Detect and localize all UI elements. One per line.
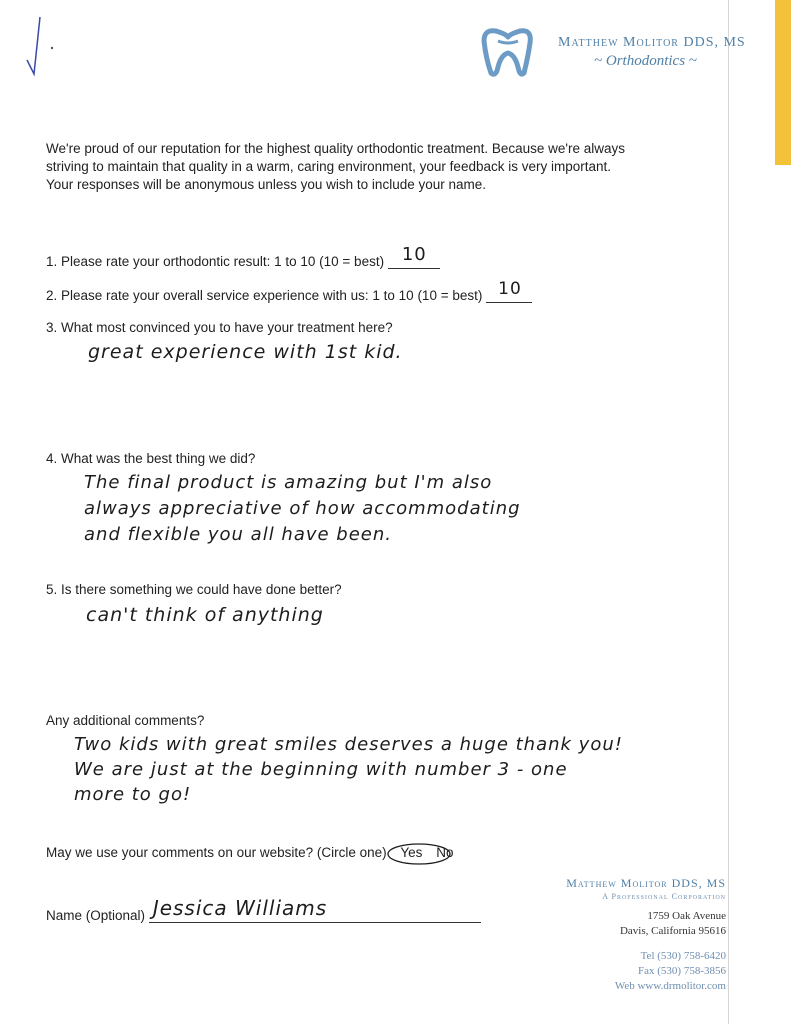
question-1-text: 1. Please rate your orthodontic result: 1 to 10 (10 = best) — [46, 254, 385, 269]
footer-fax: Fax (530) 758-3856 — [638, 965, 726, 977]
footer-city: Davis, California 95616 — [619, 925, 726, 937]
logo-practice-name: Matthew Molitor DDS, MS — [558, 35, 746, 50]
question-5-text: 5. Is there something we could have done better? — [46, 582, 342, 597]
answer-line: and flexible you all have been. — [84, 524, 393, 545]
consent-no-option[interactable]: No — [436, 845, 454, 860]
question-2-answer: 10 — [498, 279, 522, 299]
answer-line: Two kids with great smiles deserves a huge thank you! — [74, 734, 623, 755]
question-2-answer-line[interactable] — [486, 279, 532, 303]
checkmark-scribble — [22, 12, 62, 82]
intro-line: striving to maintain that quality in a warm, caring environment, your feedback is very important. — [46, 159, 612, 174]
yes-circle-mark — [384, 840, 454, 868]
intro-paragraph — [46, 140, 706, 194]
question-3-answer[interactable]: great experience with 1st kid. — [88, 341, 403, 363]
comments-text: Any additional comments? — [46, 713, 205, 728]
consent-question — [46, 845, 453, 860]
practice-logo — [478, 25, 746, 85]
footer-corp: A Professional Corporation — [602, 892, 726, 901]
consent-yes-option[interactable] — [390, 845, 432, 860]
question-4-answer[interactable] — [84, 470, 521, 548]
question-1 — [46, 244, 440, 269]
footer-tel: Tel (530) 758-6420 — [640, 950, 726, 962]
question-2 — [46, 279, 532, 303]
yellow-tab-strip — [775, 0, 791, 165]
answer-line: We are just at the beginning with number 3 - one — [74, 759, 568, 780]
name-input-line[interactable] — [149, 896, 481, 923]
question-1-answer-line[interactable] — [388, 244, 440, 269]
question-4-text: 4. What was the best thing we did? — [46, 451, 256, 466]
intro-line: Your responses will be anonymous unless you wish to include your name. — [46, 177, 486, 192]
answer-line: The final product is amazing but I'm also — [84, 472, 493, 493]
answer-line: always appreciative of how accommodating — [84, 498, 521, 519]
footer-street: 1759 Oak Avenue — [647, 910, 726, 922]
question-5-answer[interactable]: can't think of anything — [86, 604, 324, 626]
footer-address — [520, 876, 726, 994]
question-2-text: 2. Please rate your overall service experience with us: 1 to 10 (10 = best) — [46, 288, 483, 303]
question-1-answer: 10 — [401, 244, 427, 265]
answer-line: more to go! — [74, 784, 192, 805]
consent-yes-label: Yes — [400, 845, 423, 860]
page-edge-line — [728, 0, 729, 1024]
footer-practice-name: Matthew Molitor DDS, MS — [566, 876, 726, 890]
tooth-logo-icon — [478, 27, 536, 79]
name-label: Name (Optional) — [46, 908, 146, 923]
consent-text: May we use your comments on our website? (Circle one) — [46, 845, 387, 860]
comments-answer[interactable] — [74, 732, 623, 807]
intro-line: We're proud of our reputation for the highest quality orthodontic treatment. Because we're always — [46, 141, 625, 156]
logo-subtitle: ~ Orthodontics ~ — [594, 53, 697, 69]
name-field — [46, 896, 481, 923]
footer-web[interactable]: Web www.drmolitor.com — [614, 980, 726, 992]
question-3-text: 3. What most convinced you to have your treatment here? — [46, 320, 393, 335]
name-value: Jessica Williams — [152, 896, 328, 920]
